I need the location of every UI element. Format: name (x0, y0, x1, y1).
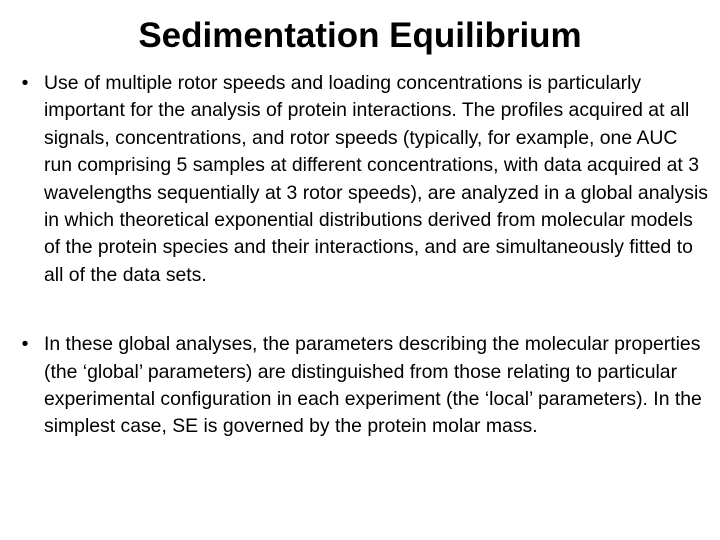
slide-title: Sedimentation Equilibrium (138, 16, 582, 55)
bullet-text-1: Use of multiple rotor speeds and loading concentrations is particularly important for the analysis of protein interactions. The profiles acquired at all signals, concentrations, and rotor speeds (typically, for example, one AUC run comprising 5 samples at different concentrations, with data acquired at 3 wavelengths sequentially at 3 rotor speeds), are analyzed in a global analysis in which theoretical exponential distributions derived from molecular models of the protein species and their interactions, and are simultaneously fitted to all of the data sets. (44, 72, 708, 286)
bullet-marker-2: • (21, 333, 29, 356)
bullet-marker-1: • (21, 72, 29, 94)
bullet-item-2 (18, 331, 708, 441)
bullet-item-1 (18, 70, 708, 289)
bullet-list (18, 70, 708, 441)
bullet-text-2: In these global analyses, the parameters describing the molecular properties (the ‘global’ parameters) are distinguished from those relating to particular experimental configuration in each experiment (the ‘local’ parameters). In the simplest case, SE is governed by the protein molar mass. (44, 333, 702, 438)
